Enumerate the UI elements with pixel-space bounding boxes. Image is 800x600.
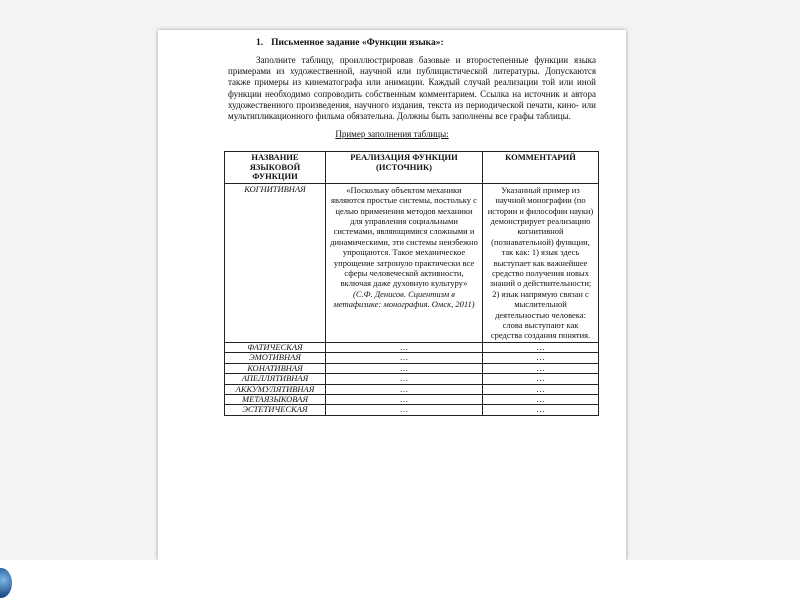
function-name: МЕТАЯЗЫКОВАЯ <box>225 394 326 404</box>
realization-cell: … <box>326 394 483 404</box>
document-page <box>158 30 626 560</box>
task-heading <box>256 38 444 48</box>
function-name: ЭМОТИВНАЯ <box>225 353 326 363</box>
realization-source: (С.Ф. Денисов. Сциентизм в метафизике: монография. Омск, 2011) <box>333 288 475 310</box>
task-number: 1. <box>256 38 264 48</box>
table-row <box>225 374 599 384</box>
realization-cell: … <box>326 342 483 352</box>
table-row <box>225 405 599 415</box>
comment-cell: … <box>483 374 599 384</box>
comment-cell: … <box>483 384 599 394</box>
table-row <box>225 384 599 394</box>
functions-table <box>224 151 599 416</box>
table-row <box>225 342 599 352</box>
realization-cell: … <box>326 363 483 373</box>
function-name: КОГНИТИВНАЯ <box>225 183 326 342</box>
function-name: ЭСТЕТИЧЕСКАЯ <box>225 405 326 415</box>
comment-cell: … <box>483 405 599 415</box>
table-row <box>225 363 599 373</box>
table-row <box>225 353 599 363</box>
comment-cell: Указанный пример из научной монографии (по истории и философии науки) демонстрирует реализацию когнитивной (познавательной) функции, так как: 1) язык здесь выступает как важнейшее средство получения новых знаний о действительности; 2) язык напрямую связан с мыслительной деятельностью человека: слова выступают как средства создания понятия. <box>483 183 599 342</box>
task-title: Письменное задание «Функции языка»: <box>271 38 444 48</box>
table-row <box>225 183 599 342</box>
header-realization: РЕАЛИЗАЦИЯ ФУНКЦИИ (ИСТОЧНИК) <box>326 152 483 184</box>
table-header-row <box>225 152 599 184</box>
bottom-band <box>0 560 800 600</box>
realization-cell: … <box>326 353 483 363</box>
table-row <box>225 394 599 404</box>
realization-quote: «Поскольку объектом механики являются простые системы, постольку с целью применения методов механики для управления социальными системами, являющимися сложными и динамическими, эти системы неизбежно упрощаются. Такое механическое упрощение затронуло практически все сферы человеческой активности, включая даже духовную культуру» <box>330 184 478 289</box>
function-name: АККУМУЛЯТИВНАЯ <box>225 384 326 394</box>
realization-cell: … <box>326 374 483 384</box>
function-name: АПЕЛЛЯТИВНАЯ <box>225 374 326 384</box>
comment-cell: … <box>483 363 599 373</box>
header-function: НАЗВАНИЕ ЯЗЫКОВОЙ ФУНКЦИИ <box>225 152 326 184</box>
instructions-paragraph: Заполните таблицу, проиллюстрировав базовые и второстепенные функции языка примерами из художественной, научной или публицистической литературы. Допускаются также примеры из кинематографа или анимации. Каждый случай реализации той или иной функции необходимо сопроводить собственным комментарием. Ссылка на источник и автора художественного произведения, научного издания, текста из периодической печати, кино- или мультипликационного фильма обязательна. Должны быть заполнены все графы таблицы. <box>228 55 596 122</box>
header-comment: КОММЕНТАРИЙ <box>483 152 599 184</box>
comment-cell: … <box>483 394 599 404</box>
realization-cell: … <box>326 384 483 394</box>
example-caption: Пример заполнения таблицы: <box>335 129 449 139</box>
realization-cell: … <box>326 405 483 415</box>
function-name: КОНАТИВНАЯ <box>225 363 326 373</box>
realization-cell <box>326 183 483 342</box>
comment-cell: … <box>483 342 599 352</box>
comment-cell: … <box>483 353 599 363</box>
function-name: ФАТИЧЕСКАЯ <box>225 342 326 352</box>
